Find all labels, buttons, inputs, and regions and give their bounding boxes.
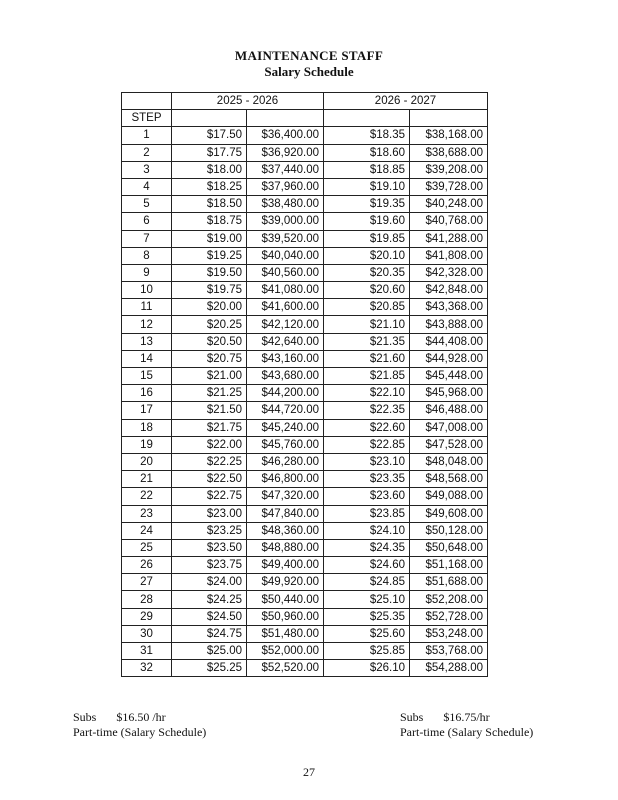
step-cell: 6 [122, 213, 172, 230]
annual-2025-2026: $39,520.00 [247, 230, 324, 247]
empty-cell [410, 110, 488, 127]
hourly-2025-2026: $19.25 [172, 247, 247, 264]
table-row [122, 488, 488, 505]
annual-2025-2026: $42,120.00 [247, 316, 324, 333]
hourly-2025-2026: $21.00 [172, 368, 247, 385]
annual-2025-2026: $41,080.00 [247, 282, 324, 299]
annual-2026-2027: $40,248.00 [410, 196, 488, 213]
table-row [122, 522, 488, 539]
table-row [122, 453, 488, 470]
document-title: MAINTENANCE STAFF [234, 48, 384, 63]
part-time-note: Part-time (Salary Schedule) [400, 725, 534, 739]
annual-2026-2027: $48,048.00 [410, 453, 488, 470]
hourly-2026-2027: $26.10 [324, 660, 410, 677]
empty-cell [247, 110, 324, 127]
step-cell: 7 [122, 230, 172, 247]
table-row [122, 402, 488, 419]
hourly-2025-2026: $20.50 [172, 333, 247, 350]
table-row [122, 350, 488, 367]
hourly-2025-2026: $19.75 [172, 282, 247, 299]
empty-cell [122, 93, 172, 110]
annual-2026-2027: $52,208.00 [410, 591, 488, 608]
annual-2026-2027: $40,768.00 [410, 213, 488, 230]
hourly-2025-2026: $18.50 [172, 196, 247, 213]
step-cell: 14 [122, 350, 172, 367]
hourly-2025-2026: $21.75 [172, 419, 247, 436]
annual-2026-2027: $52,728.00 [410, 608, 488, 625]
hourly-2025-2026: $24.00 [172, 574, 247, 591]
hourly-2025-2026: $20.25 [172, 316, 247, 333]
table-row [122, 368, 488, 385]
step-cell: 13 [122, 333, 172, 350]
annual-2025-2026: $48,360.00 [247, 522, 324, 539]
empty-cell [324, 110, 410, 127]
hourly-2025-2026: $20.00 [172, 299, 247, 316]
hourly-2025-2026: $23.50 [172, 539, 247, 556]
hourly-2026-2027: $19.35 [324, 196, 410, 213]
hourly-2026-2027: $19.10 [324, 178, 410, 195]
annual-2025-2026: $43,680.00 [247, 368, 324, 385]
annual-2026-2027: $47,528.00 [410, 436, 488, 453]
annual-2026-2027: $51,168.00 [410, 557, 488, 574]
table-row [122, 213, 488, 230]
hourly-2026-2027: $21.60 [324, 350, 410, 367]
annual-2026-2027: $48,568.00 [410, 471, 488, 488]
annual-2026-2027: $42,328.00 [410, 264, 488, 281]
hourly-2025-2026: $22.25 [172, 453, 247, 470]
hourly-2026-2027: $25.10 [324, 591, 410, 608]
table-row [122, 539, 488, 556]
table-row [122, 643, 488, 660]
page-number: 27 [303, 765, 315, 779]
annual-2025-2026: $46,800.00 [247, 471, 324, 488]
hourly-2026-2027: $18.60 [324, 144, 410, 161]
annual-2026-2027: $42,848.00 [410, 282, 488, 299]
hourly-2026-2027: $25.35 [324, 608, 410, 625]
footer-right [400, 710, 533, 740]
hourly-2026-2027: $22.60 [324, 419, 410, 436]
hourly-2026-2027: $24.10 [324, 522, 410, 539]
annual-2025-2026: $45,760.00 [247, 436, 324, 453]
hourly-2026-2027: $25.60 [324, 625, 410, 642]
hourly-2026-2027: $18.35 [324, 127, 410, 144]
annual-2026-2027: $44,928.00 [410, 350, 488, 367]
hourly-2025-2026: $24.50 [172, 608, 247, 625]
hourly-2026-2027: $24.35 [324, 539, 410, 556]
step-cell: 1 [122, 127, 172, 144]
annual-2025-2026: $50,960.00 [247, 608, 324, 625]
hourly-2025-2026: $23.25 [172, 522, 247, 539]
step-cell: 31 [122, 643, 172, 660]
hourly-2025-2026: $17.50 [172, 127, 247, 144]
annual-2026-2027: $39,208.00 [410, 161, 488, 178]
annual-2025-2026: $47,320.00 [247, 488, 324, 505]
step-header-row [122, 110, 488, 127]
step-cell: 18 [122, 419, 172, 436]
table-row [122, 419, 488, 436]
annual-2025-2026: $47,840.00 [247, 505, 324, 522]
step-header: STEP [122, 110, 172, 127]
table-row [122, 385, 488, 402]
table-row [122, 178, 488, 195]
annual-2026-2027: $51,688.00 [410, 574, 488, 591]
annual-2026-2027: $46,488.00 [410, 402, 488, 419]
step-cell: 12 [122, 316, 172, 333]
step-cell: 30 [122, 625, 172, 642]
table-row [122, 316, 488, 333]
hourly-2025-2026: $18.00 [172, 161, 247, 178]
annual-2026-2027: $49,088.00 [410, 488, 488, 505]
annual-2026-2027: $45,968.00 [410, 385, 488, 402]
year-header-2025-2026: 2025 - 2026 [172, 93, 324, 110]
annual-2026-2027: $43,368.00 [410, 299, 488, 316]
annual-2026-2027: $39,728.00 [410, 178, 488, 195]
hourly-2025-2026: $24.75 [172, 625, 247, 642]
annual-2026-2027: $47,008.00 [410, 419, 488, 436]
hourly-2025-2026: $18.75 [172, 213, 247, 230]
table-row [122, 299, 488, 316]
hourly-2025-2026: $23.00 [172, 505, 247, 522]
table-row [122, 144, 488, 161]
hourly-2026-2027: $24.85 [324, 574, 410, 591]
table-row [122, 196, 488, 213]
step-cell: 28 [122, 591, 172, 608]
subs-label: Subs [400, 710, 424, 724]
hourly-2026-2027: $20.10 [324, 247, 410, 264]
table-row [122, 282, 488, 299]
annual-2025-2026: $40,560.00 [247, 264, 324, 281]
hourly-2025-2026: $20.75 [172, 350, 247, 367]
year-header-2026-2027: 2026 - 2027 [324, 93, 488, 110]
step-cell: 19 [122, 436, 172, 453]
step-cell: 21 [122, 471, 172, 488]
table-row [122, 625, 488, 642]
annual-2026-2027: $50,648.00 [410, 539, 488, 556]
table-row [122, 591, 488, 608]
annual-2026-2027: $41,288.00 [410, 230, 488, 247]
step-cell: 24 [122, 522, 172, 539]
annual-2025-2026: $45,240.00 [247, 419, 324, 436]
annual-2025-2026: $37,960.00 [247, 178, 324, 195]
annual-2025-2026: $52,520.00 [247, 660, 324, 677]
annual-2026-2027: $54,288.00 [410, 660, 488, 677]
hourly-2026-2027: $19.85 [324, 230, 410, 247]
table-row [122, 333, 488, 350]
annual-2025-2026: $42,640.00 [247, 333, 324, 350]
hourly-2026-2027: $23.85 [324, 505, 410, 522]
annual-2025-2026: $36,920.00 [247, 144, 324, 161]
annual-2025-2026: $49,400.00 [247, 557, 324, 574]
annual-2026-2027: $41,808.00 [410, 247, 488, 264]
hourly-2025-2026: $23.75 [172, 557, 247, 574]
step-cell: 29 [122, 608, 172, 625]
annual-2025-2026: $46,280.00 [247, 453, 324, 470]
hourly-2026-2027: $23.60 [324, 488, 410, 505]
hourly-2025-2026: $18.25 [172, 178, 247, 195]
step-cell: 23 [122, 505, 172, 522]
table-row [122, 505, 488, 522]
table-row [122, 247, 488, 264]
annual-2026-2027: $43,888.00 [410, 316, 488, 333]
subs-rate: $16.50 /hr [116, 710, 166, 724]
table-row [122, 264, 488, 281]
step-cell: 2 [122, 144, 172, 161]
table-row [122, 471, 488, 488]
hourly-2025-2026: $25.25 [172, 660, 247, 677]
hourly-2025-2026: $19.50 [172, 264, 247, 281]
footer-left [73, 710, 206, 740]
annual-2026-2027: $50,128.00 [410, 522, 488, 539]
annual-2026-2027: $38,168.00 [410, 127, 488, 144]
step-cell: 15 [122, 368, 172, 385]
hourly-2026-2027: $21.10 [324, 316, 410, 333]
annual-2025-2026: $38,480.00 [247, 196, 324, 213]
salary-schedule-table [121, 92, 488, 677]
hourly-2026-2027: $25.85 [324, 643, 410, 660]
subs-label: Subs [73, 710, 97, 724]
annual-2025-2026: $51,480.00 [247, 625, 324, 642]
step-cell: 11 [122, 299, 172, 316]
annual-2025-2026: $44,200.00 [247, 385, 324, 402]
step-cell: 17 [122, 402, 172, 419]
hourly-2026-2027: $22.85 [324, 436, 410, 453]
hourly-2025-2026: $17.75 [172, 144, 247, 161]
step-cell: 22 [122, 488, 172, 505]
step-cell: 9 [122, 264, 172, 281]
hourly-2026-2027: $20.35 [324, 264, 410, 281]
hourly-2026-2027: $22.10 [324, 385, 410, 402]
hourly-2025-2026: $21.25 [172, 385, 247, 402]
empty-cell [172, 110, 247, 127]
table-row [122, 436, 488, 453]
step-cell: 26 [122, 557, 172, 574]
step-cell: 16 [122, 385, 172, 402]
annual-2025-2026: $40,040.00 [247, 247, 324, 264]
step-cell: 10 [122, 282, 172, 299]
step-cell: 20 [122, 453, 172, 470]
hourly-2025-2026: $22.50 [172, 471, 247, 488]
hourly-2026-2027: $23.35 [324, 471, 410, 488]
table-row [122, 230, 488, 247]
step-cell: 3 [122, 161, 172, 178]
annual-2026-2027: $49,608.00 [410, 505, 488, 522]
table-row [122, 127, 488, 144]
annual-2025-2026: $49,920.00 [247, 574, 324, 591]
annual-2025-2026: $50,440.00 [247, 591, 324, 608]
annual-2025-2026: $48,880.00 [247, 539, 324, 556]
step-cell: 4 [122, 178, 172, 195]
annual-2026-2027: $53,248.00 [410, 625, 488, 642]
annual-2025-2026: $52,000.00 [247, 643, 324, 660]
hourly-2026-2027: $22.35 [324, 402, 410, 419]
hourly-2026-2027: $21.35 [324, 333, 410, 350]
hourly-2025-2026: $19.00 [172, 230, 247, 247]
hourly-2026-2027: $23.10 [324, 453, 410, 470]
annual-2025-2026: $36,400.00 [247, 127, 324, 144]
step-cell: 32 [122, 660, 172, 677]
subs-rate: $16.75/hr [443, 710, 490, 724]
hourly-2026-2027: $24.60 [324, 557, 410, 574]
annual-2026-2027: $53,768.00 [410, 643, 488, 660]
step-cell: 8 [122, 247, 172, 264]
annual-2025-2026: $41,600.00 [247, 299, 324, 316]
table-row [122, 557, 488, 574]
hourly-2025-2026: $24.25 [172, 591, 247, 608]
annual-2026-2027: $44,408.00 [410, 333, 488, 350]
hourly-2026-2027: $19.60 [324, 213, 410, 230]
annual-2026-2027: $38,688.00 [410, 144, 488, 161]
annual-2025-2026: $39,000.00 [247, 213, 324, 230]
hourly-2025-2026: $22.00 [172, 436, 247, 453]
part-time-note: Part-time (Salary Schedule) [73, 725, 207, 739]
document-subtitle: Salary Schedule [264, 64, 354, 79]
hourly-2026-2027: $18.85 [324, 161, 410, 178]
annual-2025-2026: $43,160.00 [247, 350, 324, 367]
annual-2026-2027: $45,448.00 [410, 368, 488, 385]
annual-2025-2026: $44,720.00 [247, 402, 324, 419]
table-row [122, 660, 488, 677]
table-row [122, 161, 488, 178]
hourly-2025-2026: $22.75 [172, 488, 247, 505]
hourly-2026-2027: $21.85 [324, 368, 410, 385]
table-row [122, 574, 488, 591]
step-cell: 27 [122, 574, 172, 591]
step-cell: 25 [122, 539, 172, 556]
step-cell: 5 [122, 196, 172, 213]
hourly-2026-2027: $20.85 [324, 299, 410, 316]
year-header-row [122, 93, 488, 110]
hourly-2025-2026: $21.50 [172, 402, 247, 419]
hourly-2026-2027: $20.60 [324, 282, 410, 299]
table-row [122, 608, 488, 625]
annual-2025-2026: $37,440.00 [247, 161, 324, 178]
hourly-2025-2026: $25.00 [172, 643, 247, 660]
